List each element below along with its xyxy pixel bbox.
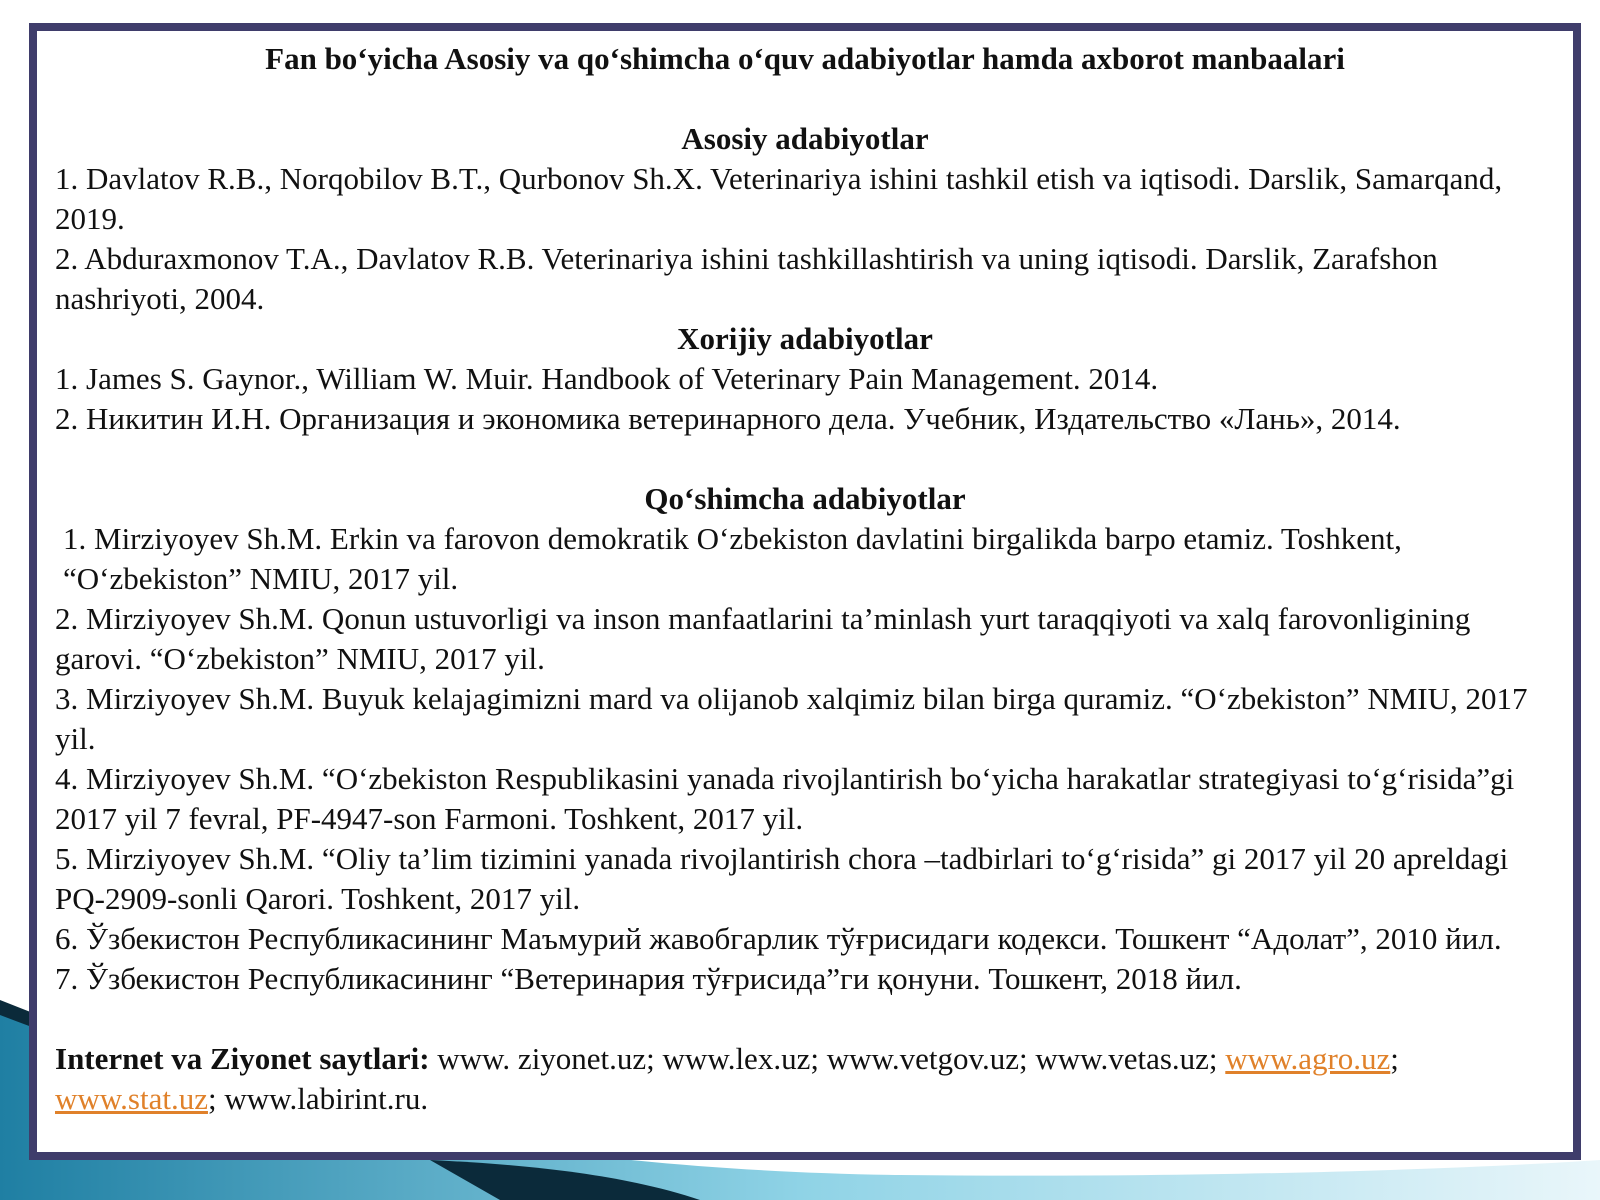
internet-sites-tail: ; www.labirint.ru. — [207, 1081, 429, 1116]
xorijiy-item-1: 1. James S. Gaynor., William W. Muir. Handbook of Veterinary Pain Management. 2014. — [55, 361, 1159, 396]
internet-sites-label: Internet va Ziyonet saytlari: — [55, 1041, 430, 1076]
section-heading-xorijiy: Xorijiy adabiyotlar — [677, 321, 933, 356]
page-title: Fan bo‘yicha Asosiy va qo‘shimcha o‘quv adabiyotlar hamda axborot manbaalari — [265, 41, 1345, 76]
spacer — [55, 439, 1555, 479]
qoshimcha-item-4: 4. Mirziyoyev Sh.M. “O‘zbekiston Respublikasini yanada rivojlantirish bo‘yicha harakatlar strategiyasi to‘g‘risida”gi 2017 yil 7 fevral, PF-4947-son Farmoni. Toshkent, 2017 yil. — [55, 761, 1515, 836]
xorijiy-item-2: 2. Никитин И.Н. Организация и экономика ветеринарного дела. Учебник, Издательство «Лань», 2014. — [55, 401, 1401, 436]
separator: ; — [1390, 1041, 1399, 1076]
qoshimcha-item-6: 6. Ўзбекистон Республикасининг Маъмурий жавобгарлик тўғрисидаги кодекси. Тошкент “Адолат”, 2010 йил. — [55, 921, 1502, 956]
references-content — [55, 39, 1555, 1119]
spacer — [55, 999, 1555, 1039]
qoshimcha-item-7: 7. Ўзбекистон Республикасининг “Ветеринария тўғрисида”ги қонуни. Тошкент, 2018 йил. — [55, 961, 1242, 996]
qoshimcha-item-3: 3. Mirziyoyev Sh.M. Buyuk kelajagimizni mard va olijanob xalqimiz bilan birga quramiz. “O‘zbekiston” NMIU, 2017 yil. — [55, 681, 1528, 756]
asosiy-item-2: 2. Abduraxmonov T.A., Davlatov R.B. Veterinariya ishini tashkillashtirish va uning iqtisodi. Darslik, Zarafshon nashriyoti, 2004. — [55, 241, 1438, 316]
qoshimcha-item-5: 5. Mirziyoyev Sh.M. “Oliy ta’lim tizimini yanada rivojlantirish chora –tadbirlari to‘g‘risida” gi 2017 yil 20 apreldagi PQ-2909-sonli Qarori. Toshkent, 2017 yil. — [55, 841, 1509, 916]
link-agro[interactable]: www.agro.uz — [1225, 1041, 1391, 1076]
internet-sites-paragraph — [55, 1039, 1555, 1119]
references-frame — [29, 23, 1581, 1160]
qoshimcha-item-2: 2. Mirziyoyev Sh.M. Qonun ustuvorligi va inson manfaatlarini ta’minlash yurt taraqqiyoti va xalq farovonligining garovi. “O‘zbekiston” NMIU, 2017 yil. — [55, 601, 1471, 676]
link-stat[interactable]: www.stat.uz — [55, 1081, 208, 1116]
internet-sites-list: www. ziyonet.uz; www.lex.uz; www.vetgov.uz; www.vetas.uz; — [429, 1041, 1226, 1076]
section-heading-asosiy: Asosiy adabiyotlar — [681, 121, 929, 156]
asosiy-item-1: 1. Davlatov R.B., Norqobilov B.T., Qurbonov Sh.X. Veterinariya ishini tashkil etish va iqtisodi. Darslik, Samarqand, 2019. — [55, 161, 1503, 236]
qoshimcha-item-1: 1. Mirziyoyev Sh.M. Erkin va farovon demokratik O‘zbekiston davlatini birgalikda barpo etamiz. Toshkent, “O‘zbekiston” NMIU, 2017 yil. — [63, 521, 1402, 596]
section-heading-qoshimcha: Qo‘shimcha adabiyotlar — [644, 481, 966, 516]
spacer — [55, 79, 1555, 119]
